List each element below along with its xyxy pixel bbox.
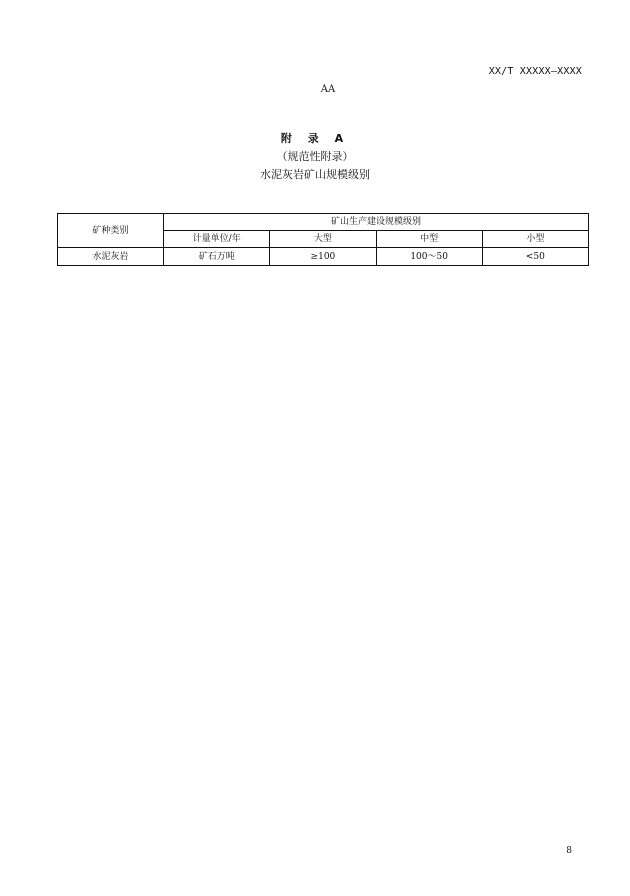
appendix-type: （规范性附录） (276, 150, 354, 163)
cell-unit: 矿石万吨 (164, 248, 270, 266)
header-scale-group: 矿山生产建设规模级别 (164, 214, 589, 231)
cell-small: <50 (482, 248, 588, 266)
table-header-row (58, 214, 589, 231)
cell-mineral: 水泥灰岩 (58, 248, 164, 266)
table-row (58, 248, 589, 266)
page-number: 8 (566, 846, 572, 856)
document-code: XX/T XXXXX—XXXX (488, 66, 582, 77)
appendix-title: 附 录 A (280, 132, 350, 145)
header-unit: 计量单位/年 (164, 231, 270, 248)
cell-medium: 100～50 (376, 248, 482, 266)
table-title: 水泥灰岩矿山规模级别 (260, 168, 370, 181)
header-mineral-type: 矿种类别 (58, 214, 164, 248)
header-large: 大型 (270, 231, 376, 248)
header-small: 小型 (482, 231, 588, 248)
header-medium: 中型 (376, 231, 482, 248)
header-mark: AA (320, 84, 336, 95)
scale-table (57, 213, 589, 266)
cell-large: ≥100 (270, 248, 376, 266)
